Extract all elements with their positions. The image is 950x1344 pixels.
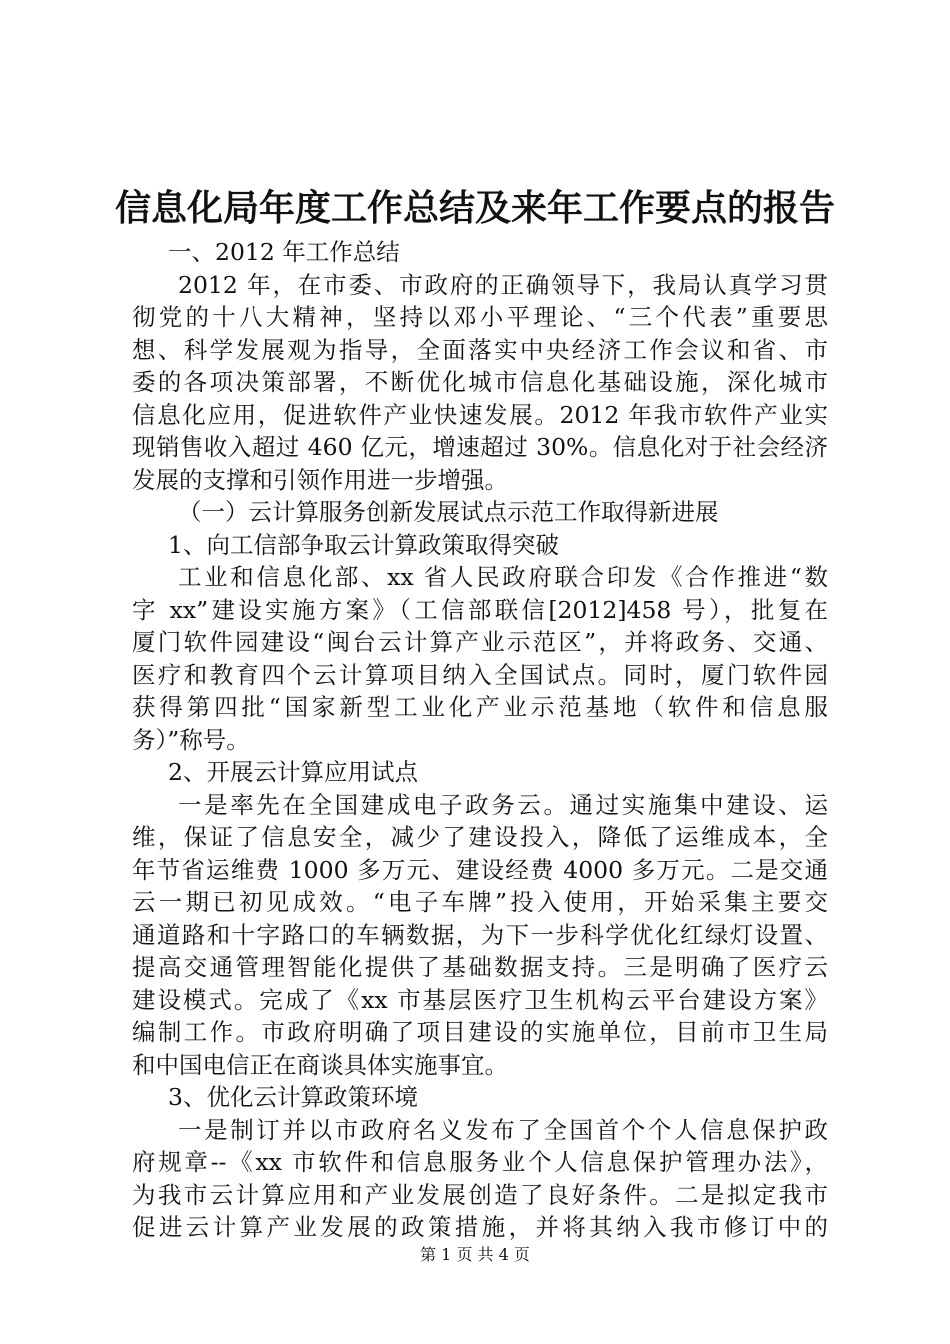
paragraph-line: 医疗和教育四个云计算项目纳入全国试点。同时，厦门软件园 xyxy=(132,660,828,689)
paragraph-line: 和中国电信正在商谈具体实施事宜。 xyxy=(132,1050,508,1079)
paragraph-line: 维，保证了信息安全，减少了建设投入，降低了运维成本，全 xyxy=(132,823,828,851)
section-heading: 一、2012 年工作总结 xyxy=(168,238,400,266)
paragraph-line: 厦门软件园建设“闽台云计算产业示范区”，并将政务、交通、 xyxy=(132,628,828,656)
paragraph-line: 通道路和十字路口的车辆数据，为下一步科学优化红绿灯设置、 xyxy=(132,920,828,949)
paragraph-line: 一是制订并以市政府名义发布了全国首个个人信息保护政 xyxy=(178,1115,828,1144)
paragraph-line: 现销售收入超过 460 亿元，增速超过 30%。信息化对于社会经济 xyxy=(132,433,828,461)
paragraph-line: 云一期已初见成效。“电子车牌”投入使用，开始采集主要交 xyxy=(132,888,828,916)
item-heading: 2、开展云计算应用试点 xyxy=(168,758,418,786)
paragraph-line: 工业和信息化部、xx 省人民政府联合印发《合作推进“数 xyxy=(178,563,828,591)
paragraph-line: 委的各项决策部署，不断优化城市信息化基础设施，深化城市 xyxy=(132,368,828,396)
item-heading: 1、向工信部争取云计算政策取得突破 xyxy=(168,530,559,559)
paragraph-line: 一是率先在全国建成电子政务云。通过实施集中建设、运 xyxy=(178,790,828,819)
paragraph-line: 编制工作。市政府明确了项目建设的实施单位，目前市卫生局 xyxy=(132,1018,828,1046)
paragraph-line: 促进云计算产业发展的政策措施，并将其纳入我市修订中的 xyxy=(132,1213,828,1241)
paragraph-line: 发展的支撑和引领作用进一步增强。 xyxy=(132,465,508,494)
document-title: 信息化局年度工作总结及来年工作要点的报告 xyxy=(114,187,835,229)
page-number-footer: 第 1 页 共 4 页 xyxy=(420,1245,530,1264)
document-body xyxy=(132,236,828,1244)
paragraph-line: 想、科学发展观为指导，全面落实中央经济工作会议和省、市 xyxy=(132,335,828,364)
item-heading: 3、优化云计算政策环境 xyxy=(168,1083,418,1111)
paragraph-line: 获得第四批“国家新型工业化产业示范基地（软件和信息服 xyxy=(132,693,828,721)
paragraph-line: 2012 年，在市委、市政府的正确领导下，我局认真学习贯 xyxy=(178,270,828,299)
paragraph-line: 府规章--《xx 市软件和信息服务业个人信息保护管理办法》， xyxy=(132,1148,828,1176)
paragraph-line: 信息化应用，促进软件产业快速发展。2012 年我市软件产业实 xyxy=(132,400,828,429)
paragraph-line: 建设模式。完成了《xx 市基层医疗卫生机构云平台建设方案》 xyxy=(132,985,828,1014)
paragraph-line: 年节省运维费 1000 多万元、建设经费 4000 多万元。二是交通 xyxy=(132,855,828,884)
paragraph-line: 彻党的十八大精神，坚持以邓小平理论、“三个代表”重要思 xyxy=(132,303,828,331)
subsection-heading: （一）云计算服务创新发展试点示范工作取得新进展 xyxy=(178,498,719,526)
paragraph-line: 为我市云计算应用和产业发展创造了良好条件。二是拟定我市 xyxy=(132,1180,828,1209)
paragraph-line: 务）”称号。 xyxy=(132,725,250,754)
paragraph-line: 字 xx”建设实施方案》（工信部联信[2012]458 号），批复在 xyxy=(132,595,828,624)
paragraph-line: 提高交通管理智能化提供了基础数据支持。三是明确了医疗云 xyxy=(132,953,828,981)
